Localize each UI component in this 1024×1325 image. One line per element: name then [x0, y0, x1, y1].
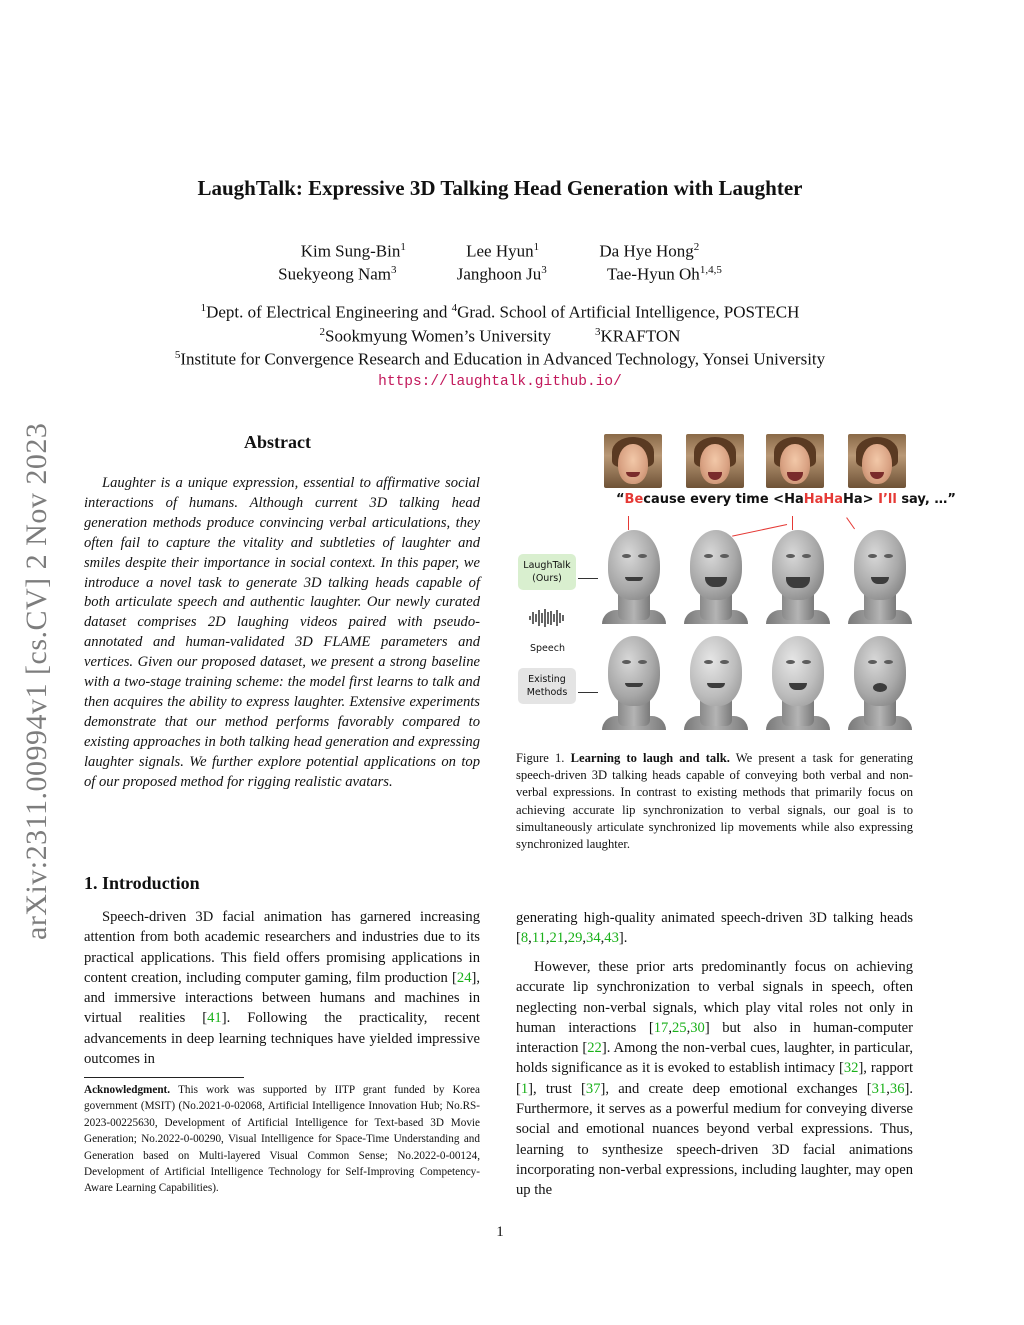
citation-link[interactable]: 32: [843, 1060, 859, 1077]
citation-link[interactable]: 37: [585, 1080, 601, 1097]
citation-link[interactable]: 25: [671, 1019, 687, 1036]
citation-link[interactable]: 22: [587, 1040, 602, 1057]
3d-head-laughtalk: [602, 530, 666, 622]
figure-1-caption: Figure 1. Learning to laugh and talk. We present a task for generating speech-driven 3D talking heads capable of conveying both verbal and non-verbal expressions. In contrast to existing methods that primarily focus on achieving accurate lip synchronization to verbal signals, our goal is to simultaneously articulate synchronized lip movements while also expressing synchronized laughter.: [516, 751, 913, 852]
face-photo: [848, 434, 906, 488]
speech-label: Speech: [530, 643, 565, 654]
speech-waveform-icon: [528, 608, 568, 631]
section-heading-introduction: 1. Introduction: [84, 873, 200, 893]
citation-link[interactable]: 11: [531, 930, 546, 947]
citation-link[interactable]: 17: [653, 1019, 669, 1036]
intro-paragraph-right-1: generating high-quality animated speech-driven 3D talking heads [8,11,21,29,34,43].: [516, 910, 913, 947]
citation-link[interactable]: 29: [567, 930, 583, 947]
authors-row-1: [0, 241, 1000, 262]
citation-link[interactable]: 21: [549, 930, 565, 947]
citation-link[interactable]: 36: [889, 1080, 905, 1097]
3d-head-existing: [766, 636, 830, 728]
3d-head-laughtalk: [766, 530, 830, 622]
affiliation-line-2: $^2$Sookmyung Women’s University $^3$KRAFTON: [319, 326, 681, 346]
3d-head-laughtalk: [684, 530, 748, 622]
affiliation-line-1: $^1$Dept. of Electrical Engineering and $^4$Grad. School of Artificial Intelligence, POSTECH: [200, 302, 800, 322]
figure-1: [516, 430, 956, 735]
laughtalk-label-box: LaughTalk (Ours): [518, 554, 576, 590]
face-photo: [604, 434, 662, 488]
author: Lee Hyun$^1$: [466, 241, 540, 261]
face-photo: [766, 434, 824, 488]
paper-title: LaughTalk: Expressive 3D Talking Head Generation with Laughter: [197, 176, 803, 200]
author: Suekyeong Nam$^3$: [278, 264, 397, 284]
figure-quote: “Because every time <HaHaHaHa> I’ll say, …”: [616, 492, 956, 507]
citation-link[interactable]: 31: [871, 1080, 887, 1097]
author: Janghoon Ju$^3$: [456, 264, 547, 284]
citation-link[interactable]: 1: [520, 1080, 529, 1097]
affiliation-line-3: $^5$Institute for Convergence Research and Education in Advanced Technology, Yonsei University: [174, 349, 826, 369]
footnote-rule: [84, 1077, 244, 1078]
abstract-heading: Abstract: [244, 432, 311, 452]
arxiv-stamp: arXiv:2311.00994v1 [cs.CV] 2 Nov 2023: [20, 422, 53, 940]
citation-link[interactable]: 24: [456, 969, 472, 986]
authors-row-2: [0, 264, 1000, 285]
citation-link[interactable]: 8: [520, 930, 529, 947]
citation-link[interactable]: 43: [604, 930, 619, 947]
intro-paragraph-left: Speech-driven 3D facial animation has garnered increasing attention from both academic researchers and industries due to its practical applications. This field offers promising applications in content creation, including computer gaming, film production [24], and immersive interactions between humans and machines in virtual realities [41]. Following the practicality, recent advancements in deep learning techniques have yielded impressive outcomes in: [84, 909, 480, 1068]
intro-paragraph-right-2: However, these prior arts predominantly focus on achieving accurate lip synchronization to verbal signals in speech, often neglecting non-verbal signals, which play vital roles not only in human interactions [17,25,30] but also in human-computer interaction [22]. Among the non-verbal cues, laughter, in particular, holds significance as it is evoked to establish intimacy [32], rapport [1], trust [37], and create deep emotional exchanges [31,36]. Furthermore, it serves as a powerful medium for conveying diverse social and emotional nuances beyond verbal expressions. Thus, learning to synthesize speech-driven 3D facial animations incorporating non-verbal expressions, including laughter, may open up the: [516, 959, 914, 1199]
author: Tae-Hyun Oh$^{1,4,5}$: [607, 264, 722, 284]
author: Kim Sung-Bin$^1$: [300, 241, 406, 261]
3d-head-laughtalk: [848, 530, 912, 622]
author: Da Hye Hong$^2$: [599, 241, 700, 261]
3d-head-existing: [848, 636, 912, 728]
citation-link[interactable]: 41: [207, 1010, 222, 1027]
3d-head-existing: [602, 636, 666, 728]
3d-head-existing: [684, 636, 748, 728]
face-photo: [686, 434, 744, 488]
page-number: 1: [496, 1224, 504, 1240]
citation-link[interactable]: 30: [690, 1019, 705, 1036]
abstract-text: Laughter is a unique expression, essential to affirmative social interactions of humans. Although current 3D talking head generation methods produce convincing verbal articulations, they often fail to capture the vitality and subtleties of laughter and smiles despite their importance in social context. In this paper, we introduce a novel task to generate 3D talking heads capable of both articulate speech and authentic laughter. Our newly curated dataset comprises 2D laughing videos paired with pseudo-annotated and human-validated 3D FLAME parameters and vertices. Given our proposed dataset, we present a strong baseline with a two-stage training scheme: the model first learns to talk and then acquires the ability to express laughter. Extensive experiments demonstrate that our method performs favorably compared to existing approaches in both talking head generation and expressing laughter signals. We further explore potential applications on top of our proposed method for rigging realistic avatars.: [84, 475, 480, 790]
existing-methods-label-box: Existing Methods: [518, 668, 576, 704]
project-url-link[interactable]: https://laughtalk.github.io/: [378, 374, 622, 390]
acknowledgment-footnote: Acknowledgment. This work was supported by IITP grant funded by Korea government (MSIT) (No.2021-0-02068, Artificial Intelligence Innovation Hub; No.RS-2023-00225630, Development of Artificial Intelligence for Text-based 3D Movie Generation; No.2022-0-00290, Visual Intelligence for Space-Time Understanding and Generation based on Multi-layered Visual Common Sense; No.2022-0-00124, Development of Artificial Intelligence Technology for Self-Improving Competency-Aware Learning Capabilities).: [84, 1084, 480, 1195]
citation-link[interactable]: 34: [586, 930, 601, 947]
